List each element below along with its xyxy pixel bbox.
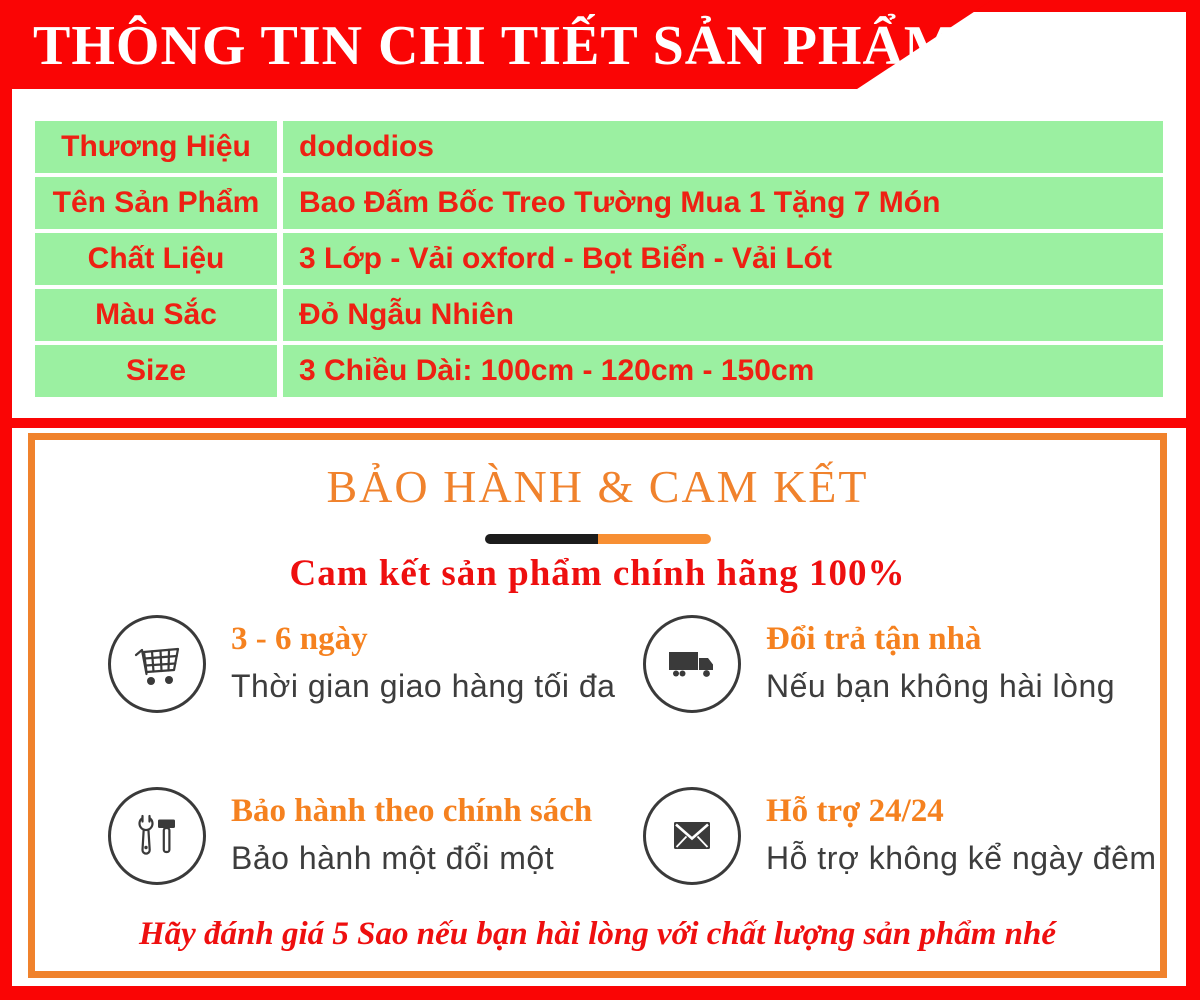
spec-value-brand: dododios [283, 121, 1163, 173]
page-title: THÔNG TIN CHI TIẾT SẢN PHẨM [33, 15, 958, 77]
feature-delivery-time [108, 615, 615, 713]
spec-value-size: 3 Chiều Dài: 100cm - 120cm - 150cm [283, 345, 1163, 397]
spec-value-color: Đỏ Ngẫu Nhiên [283, 289, 1163, 341]
table-row [35, 121, 1163, 173]
spec-value-material: 3 Lớp - Vải oxford - Bọt Biển - Vải Lót [283, 233, 1163, 285]
spec-label-brand: Thương Hiệu [35, 121, 277, 173]
spec-label-material: Chất Liệu [35, 233, 277, 285]
feature-description: Hỗ trợ không kể ngày đêm [766, 840, 1157, 877]
feature-title: Đổi trả tận nhà [766, 621, 982, 657]
feature-description: Thời gian giao hàng tối đa [231, 668, 616, 705]
page-border-bottom [0, 986, 1200, 1000]
feature-support [643, 787, 1157, 885]
spec-label-product-name: Tên Sản Phẩm [35, 177, 277, 229]
spec-label-color: Màu Sắc [35, 289, 277, 341]
feature-text [231, 621, 615, 705]
feature-text [766, 793, 1157, 877]
warranty-subtitle: Cam kết sản phẩm chính hãng 100% [289, 553, 906, 594]
feature-title: Hỗ trợ 24/24 [766, 793, 944, 829]
truck-icon [643, 615, 741, 713]
page-border-right [1186, 0, 1200, 1000]
rating-request-note: Hãy đánh giá 5 Sao nếu bạn hài lòng với chất lượng sản phẩm nhé [138, 916, 1057, 952]
feature-warranty-policy [108, 787, 592, 885]
page-border-left [0, 0, 12, 1000]
cart-icon [108, 615, 206, 713]
feature-home-return [643, 615, 1115, 713]
divider-black-segment [485, 534, 598, 544]
tools-icon [108, 787, 206, 885]
feature-title: Bảo hành theo chính sách [231, 793, 593, 829]
section-divider-band [0, 418, 1200, 428]
feature-title: 3 - 6 ngày [231, 621, 368, 657]
table-row [35, 345, 1163, 397]
feature-description: Nếu bạn không hài lòng [766, 668, 1116, 705]
table-row [35, 233, 1163, 285]
table-row [35, 177, 1163, 229]
warranty-title: BẢO HÀNH & CAM KẾT [326, 461, 869, 512]
title-divider [485, 534, 711, 544]
mail-icon [643, 787, 741, 885]
table-row [35, 289, 1163, 341]
feature-text [231, 793, 592, 877]
warranty-section [28, 433, 1167, 978]
divider-orange-segment [598, 534, 711, 544]
spec-label-size: Size [35, 345, 277, 397]
feature-description: Bảo hành một đổi một [231, 840, 555, 877]
spec-table [35, 121, 1163, 401]
spec-value-product-name: Bao Đấm Bốc Treo Tường Mua 1 Tặng 7 Món [283, 177, 1163, 229]
feature-text [766, 621, 1115, 705]
